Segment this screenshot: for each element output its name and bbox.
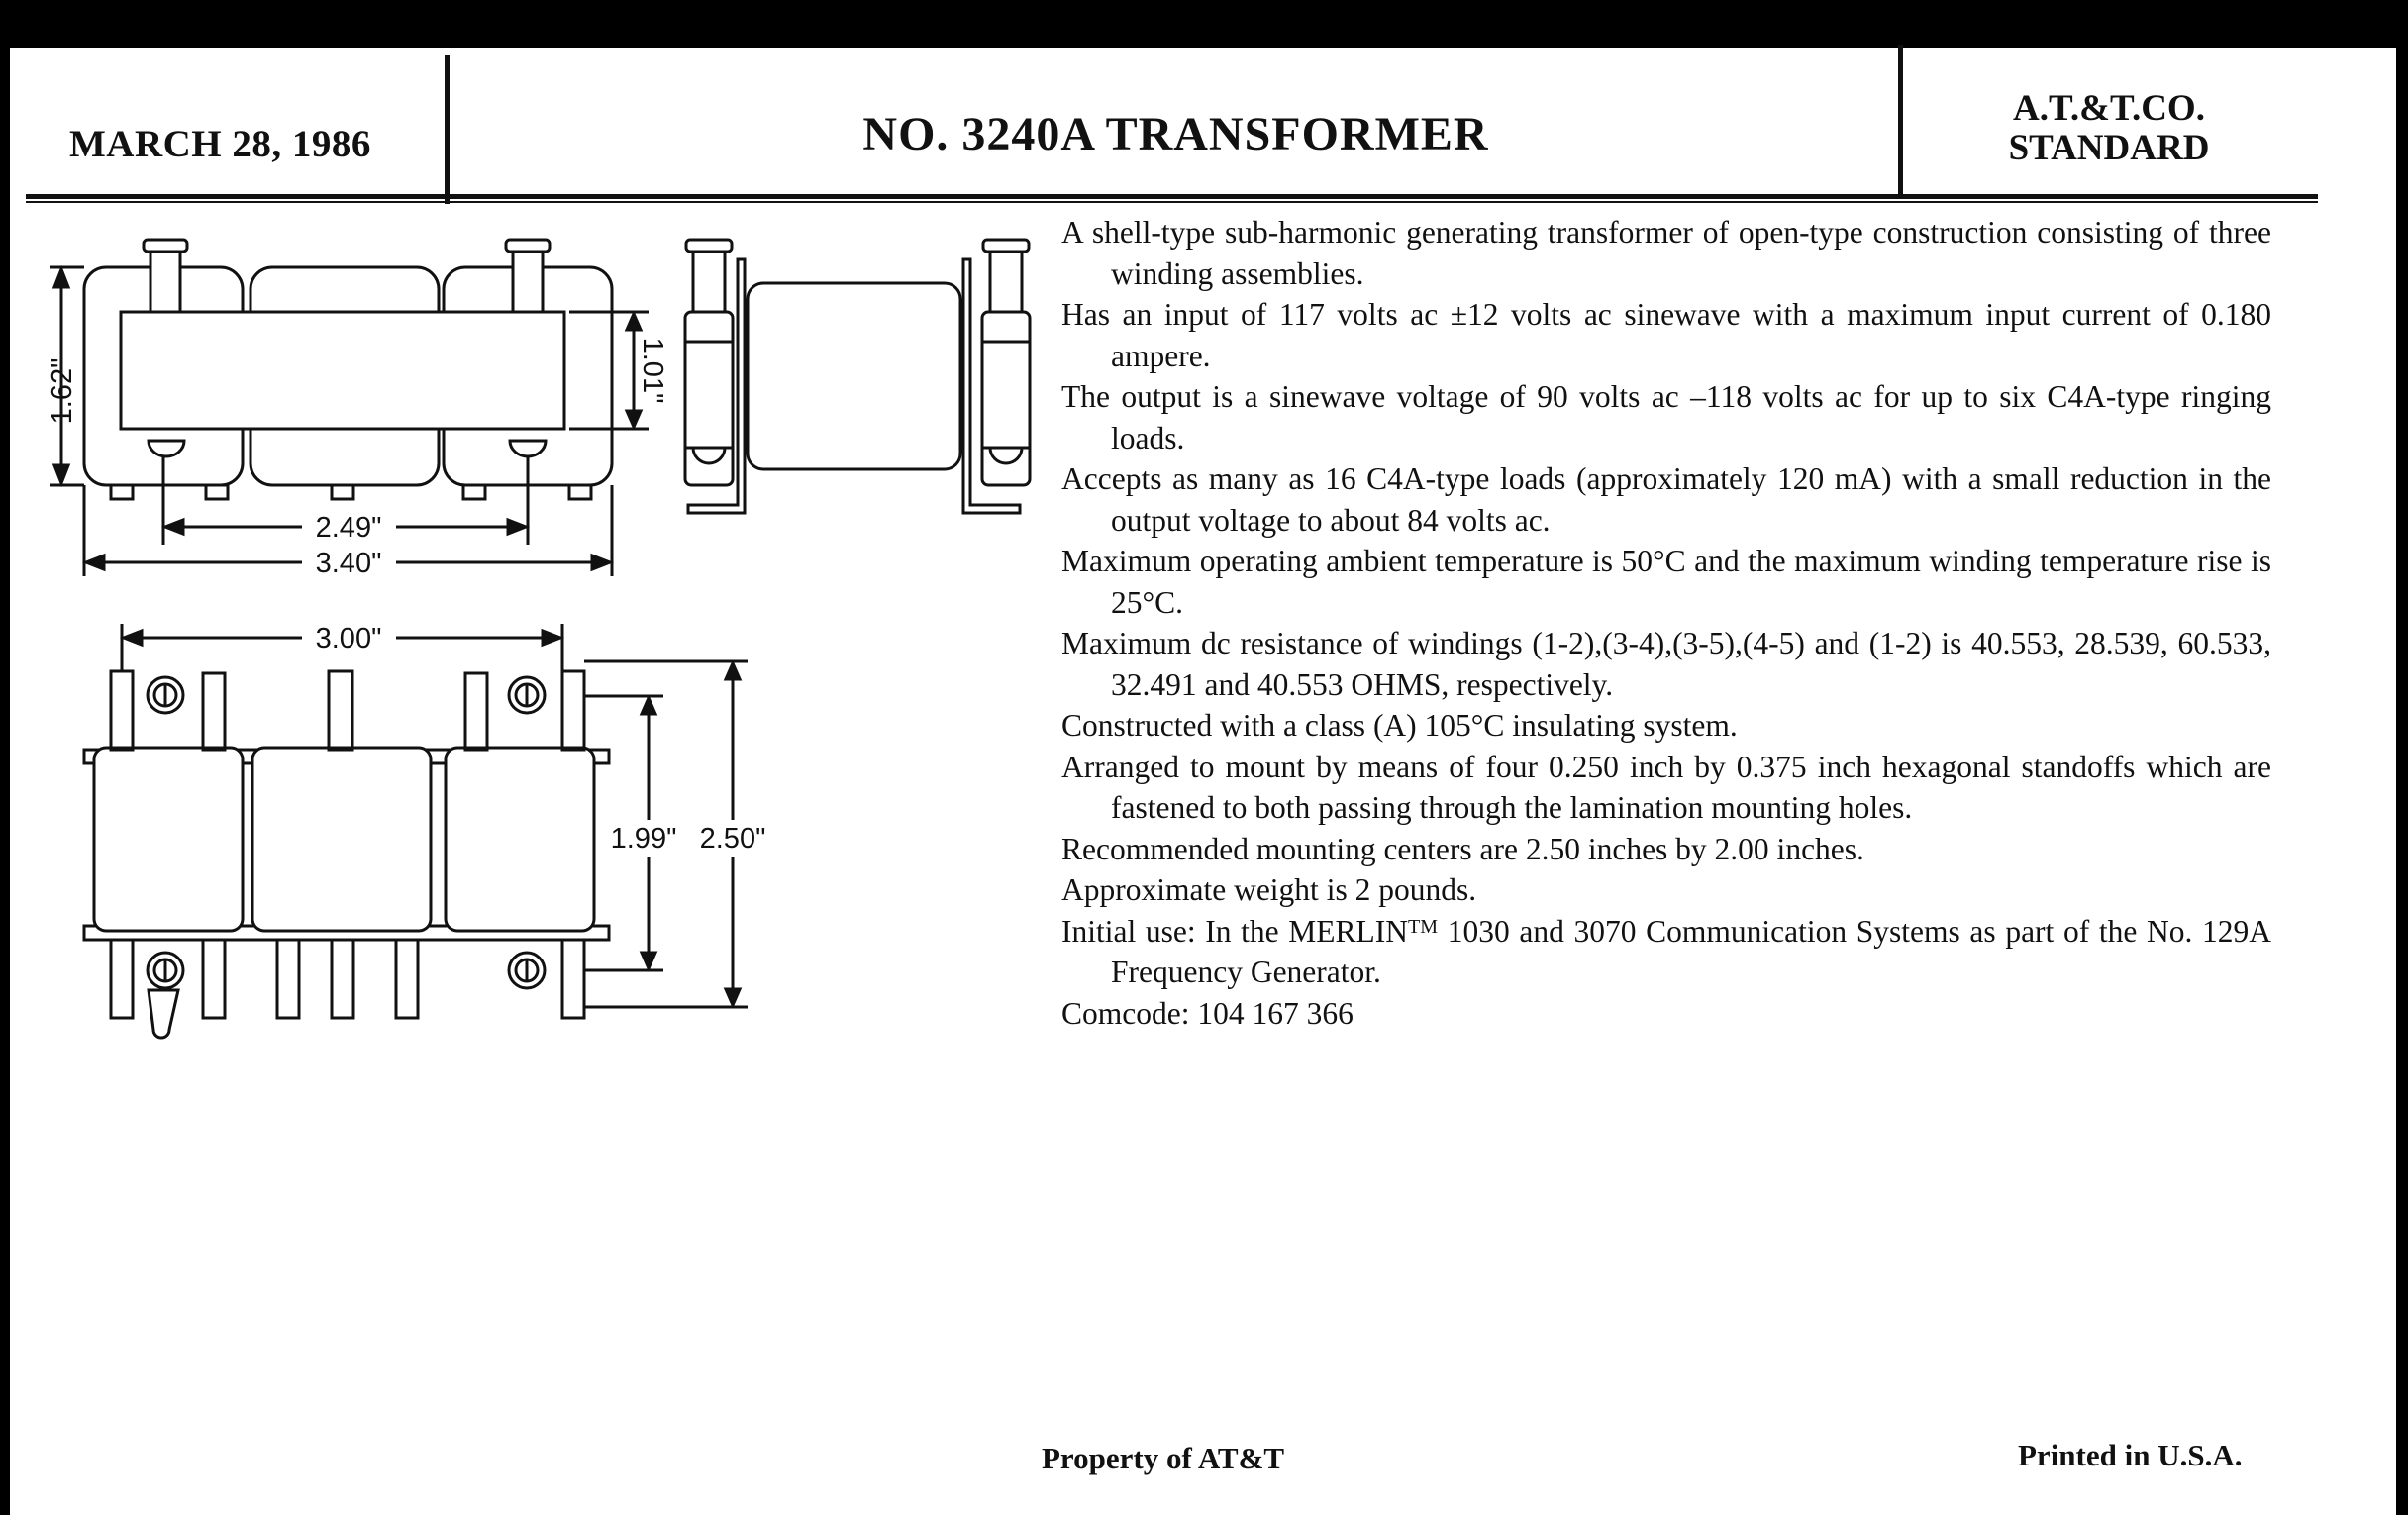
dim-top-width: 3.00": [315, 623, 382, 655]
description: [1061, 212, 2271, 1034]
standard-block: [1906, 89, 2312, 168]
standard-line-2: STANDARD: [2008, 128, 2210, 168]
document-date: MARCH 28, 1986: [69, 123, 371, 165]
standard-line-1: A.T.&T.CO.: [2013, 88, 2205, 129]
description-p5: Maximum operating ambient temperature is 50°C and the maximum winding temperature rise is 25°C.: [1061, 544, 2271, 620]
description-p8: Arranged to mount by means of four 0.250 inch by 0.375 inch hexagonal standoffs which are fastened to both passing through the lamination mounting holes.: [1061, 749, 2271, 825]
dim-width-total: 3.40": [315, 548, 382, 579]
initial-use-suffix: 1030 and 3070 Communication Systems as part of the No. 129A Frequency Generator.: [1111, 913, 2271, 989]
initial-use-prefix: Initial use: In the MERLIN: [1061, 913, 1409, 949]
header-bottom-rule: [26, 194, 2318, 199]
footer-printed: Printed in U.S.A.: [2018, 1438, 2243, 1472]
header-bottom-rule-thin: [26, 201, 2318, 203]
dim-height-total: 1.62": [47, 357, 78, 425]
description-p11: [1061, 911, 2271, 993]
description-p6: Maximum dc resistance of windings (1-2),(3-4),(3-5),(4-5) and (1-2) is 40.553, 28.539, 60.533, 32.491 and 40.553 OHMS, respectively.: [1061, 626, 2271, 702]
transformer-drawing: [0, 218, 1050, 1089]
dim-mount-height: 1.99": [610, 823, 677, 855]
description-p1: A shell-type sub-harmonic generating transformer of open-type construction consisting of three winding assemblies.: [1061, 215, 2271, 291]
description-p10: Approximate weight is 2 pounds.: [1061, 872, 1477, 907]
comcode: Comcode: 104 167 366: [1061, 995, 1354, 1031]
dim-total-height: 2.50": [699, 823, 766, 855]
dim-height-inner: 1.01": [637, 337, 668, 404]
description-p4: Accepts as many as 16 C4A-type loads (approximately 120 mA) with a small reduction in the output voltage to about 84 volts ac.: [1061, 461, 2271, 538]
page-title: NO. 3240A TRANSFORMER: [862, 108, 1489, 160]
header-divider-left: [445, 55, 450, 204]
description-p2: Has an input of 117 volts ac ±12 volts ac sinewave with a maximum input current of 0.180 ampere.: [1061, 297, 2271, 373]
description-p3: The output is a sinewave voltage of 90 volts ac –118 volts ac for up to six C4A-type ringing loads.: [1061, 379, 2271, 455]
dim-width-inner: 2.49": [315, 512, 382, 544]
trademark-mark: TM: [1408, 915, 1439, 938]
side-view: [685, 240, 1030, 513]
footer-property: Property of AT&T: [1042, 1441, 1285, 1475]
description-p7: Constructed with a class (A) 105°C insulating system.: [1061, 708, 1738, 743]
description-p9: Recommended mounting centers are 2.50 inches by 2.00 inches.: [1061, 831, 1864, 866]
